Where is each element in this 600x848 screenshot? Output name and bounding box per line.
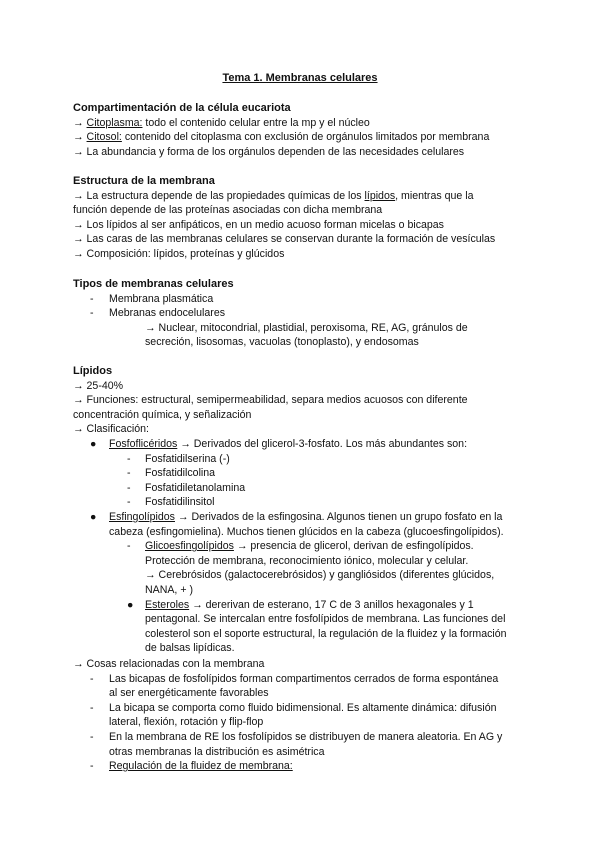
text-line: → Los lípidos al ser anfipáticos, en un medio acuoso forman micelas o bicapas: [73, 218, 444, 231]
text-line: → Nuclear, mitocondrial, plastidial, peroxisoma, RE, AG, gránulos de: [145, 321, 468, 334]
list-item: [73, 466, 533, 481]
list-item: [73, 292, 533, 307]
section-heading: Compartimentación de la célula eucariota: [73, 102, 291, 114]
term-fosfogliceridos: Fosfoflicéridos: [109, 437, 178, 450]
bullet-glyph: ●: [127, 598, 134, 611]
term-lipidos: lípidos: [364, 189, 396, 202]
section-tipos: [73, 277, 533, 350]
text-span: → dererivan de esterano, 17 C de 3 anillos hexagonales y 1: [189, 598, 474, 611]
section-heading: Lípidos: [73, 365, 113, 377]
arrow-glyph: →: [73, 116, 84, 129]
text-line: al ser energéticamente favorables: [109, 687, 269, 700]
text-line: de balsas lipídicas.: [145, 642, 235, 655]
arrow-glyph: →: [73, 131, 84, 144]
text-line: → 25-40%: [73, 379, 124, 392]
list-item: [73, 730, 533, 745]
term-regulacion-fluidez: Regulación de la fluidez de membrana:: [109, 760, 293, 773]
text-line: [73, 189, 533, 204]
section-compartimentacion: [73, 101, 533, 159]
list-item-text: Fosfatidilinsitol: [145, 496, 215, 509]
list-item: [73, 452, 533, 467]
page-title: Tema 1. Membranas celulares: [222, 72, 378, 84]
list-item-text: Membrana plasmática: [109, 292, 214, 305]
dash-glyph: -: [127, 540, 131, 553]
list-item: [73, 539, 533, 554]
list-item: [73, 481, 533, 496]
term-citoplasma: Citoplasma:: [86, 116, 143, 129]
section-lipidos: [73, 364, 533, 656]
text-span: todo el contenido celular entre la mp y el núcleo: [142, 116, 370, 129]
term-glicoesfingolipidos: Glicoesfingolípidos: [145, 540, 234, 553]
text-line: → Las caras de las membranas celulares se conservan durante la formación de vesículas: [73, 233, 496, 246]
list-item-text: Fosfatidilcolina: [145, 467, 216, 480]
text-span: → Derivados del glicerol-3-fosfato. Los más abundantes son:: [177, 437, 468, 450]
list-item: [73, 495, 533, 510]
bullet-glyph: ●: [90, 510, 97, 523]
bullet-glyph: ●: [90, 437, 97, 450]
text-span: → Derivados de la esfingosina. Algunos tienen un grupo fosfato en la: [174, 510, 503, 523]
dash-glyph: -: [127, 452, 131, 465]
dash-glyph: -: [90, 292, 94, 305]
text-line: Protección de membrana, reconocimiento iónico, molecular y celular.: [145, 554, 469, 567]
text-line: función depende de las proteínas asociadas con dicha membrana: [73, 204, 383, 217]
text-line: colesterol son el soporte estructural, la regulación de la fluidez y la formación: [145, 627, 507, 640]
text-span: contenido del citoplasma con exclusión de orgánulos limitados por membrana: [121, 131, 490, 144]
dash-glyph: -: [90, 760, 94, 773]
term-citosol: Citosol:: [86, 131, 122, 144]
list-item-text: En la membrana de RE los fosfolípidos se distribuyen de manera aleatoria. En AG y: [109, 730, 503, 743]
section-heading: Estructura de la membrana: [73, 175, 215, 187]
list-item: [73, 598, 533, 613]
dash-glyph: -: [127, 481, 131, 494]
text-span: , mientras que la: [395, 189, 474, 202]
text-line: otras membranas la distribución es asimétrica: [109, 745, 325, 758]
list-item-text: La bicapa se comporta como fluido bidimensional. Es altamente dinámica: difusión: [109, 701, 497, 714]
text-line: → Composición: lípidos, proteínas y glúcidos: [73, 247, 285, 260]
text-line: NANA, + ): [145, 583, 193, 596]
text-line: → Cosas relacionadas con la membrana: [73, 658, 265, 670]
text-line: → La abundancia y forma de los orgánulos dependen de las necesidades celulares: [73, 145, 465, 158]
text-line: → Cerebrósidos (galactocerebrósidos) y gangliósidos (diferentes glúcidos,: [145, 569, 495, 582]
list-item-text: Las bicapas de fosfolípidos forman compartimentos cerrados de forma espontánea: [109, 672, 499, 685]
text-span: → La estructura depende de las propiedades químicas de los: [73, 189, 365, 202]
dash-glyph: -: [127, 467, 131, 480]
text-line: lateral, flexión, rotación y flip-flop: [109, 716, 264, 729]
section-cosas-membrana: [73, 657, 533, 774]
list-item: [73, 306, 533, 321]
text-line: [73, 116, 533, 131]
text-line: → Clasificación:: [73, 423, 149, 436]
text-span: → presencia de glicerol, derivan de esfingolípidos.: [233, 540, 474, 553]
text-line: secreción, lisosomas, vacuolas (tonoplasto), y endosomas: [145, 336, 419, 349]
text-line: → Funciones: estructural, semipermeabilidad, separa medios acuosos con diferente: [73, 394, 468, 407]
dash-glyph: -: [90, 701, 94, 714]
text-line: cabeza (esfingomielina). Muchos tienen glúcidos en la cabeza (glucoesfingolípidos).: [109, 525, 504, 538]
list-item: [73, 672, 533, 687]
list-item-text: Mebranas endocelulares: [109, 307, 226, 320]
text-line: concentración química, y señalización: [73, 408, 252, 421]
dash-glyph: -: [127, 496, 131, 509]
list-item: [73, 510, 533, 525]
list-item-text: Fosfatidilserina (-): [145, 452, 230, 465]
term-esteroles: Esteroles: [145, 598, 190, 611]
text-line: pentagonal. Se intercalan entre fosfolípidos de membrana. Las funciones del: [145, 613, 506, 626]
section-estructura: [73, 174, 533, 262]
text-line: [73, 130, 533, 145]
list-item: [73, 437, 533, 452]
section-heading: Tipos de membranas celulares: [73, 278, 234, 290]
term-esfingolipidos: Esfingolípidos: [109, 510, 175, 523]
dash-glyph: -: [90, 730, 94, 743]
dash-glyph: -: [90, 307, 94, 320]
list-item: [73, 701, 533, 716]
list-item-text: Fosfatidiletanolamina: [145, 481, 246, 494]
dash-glyph: -: [90, 672, 94, 685]
list-item: [73, 759, 533, 774]
